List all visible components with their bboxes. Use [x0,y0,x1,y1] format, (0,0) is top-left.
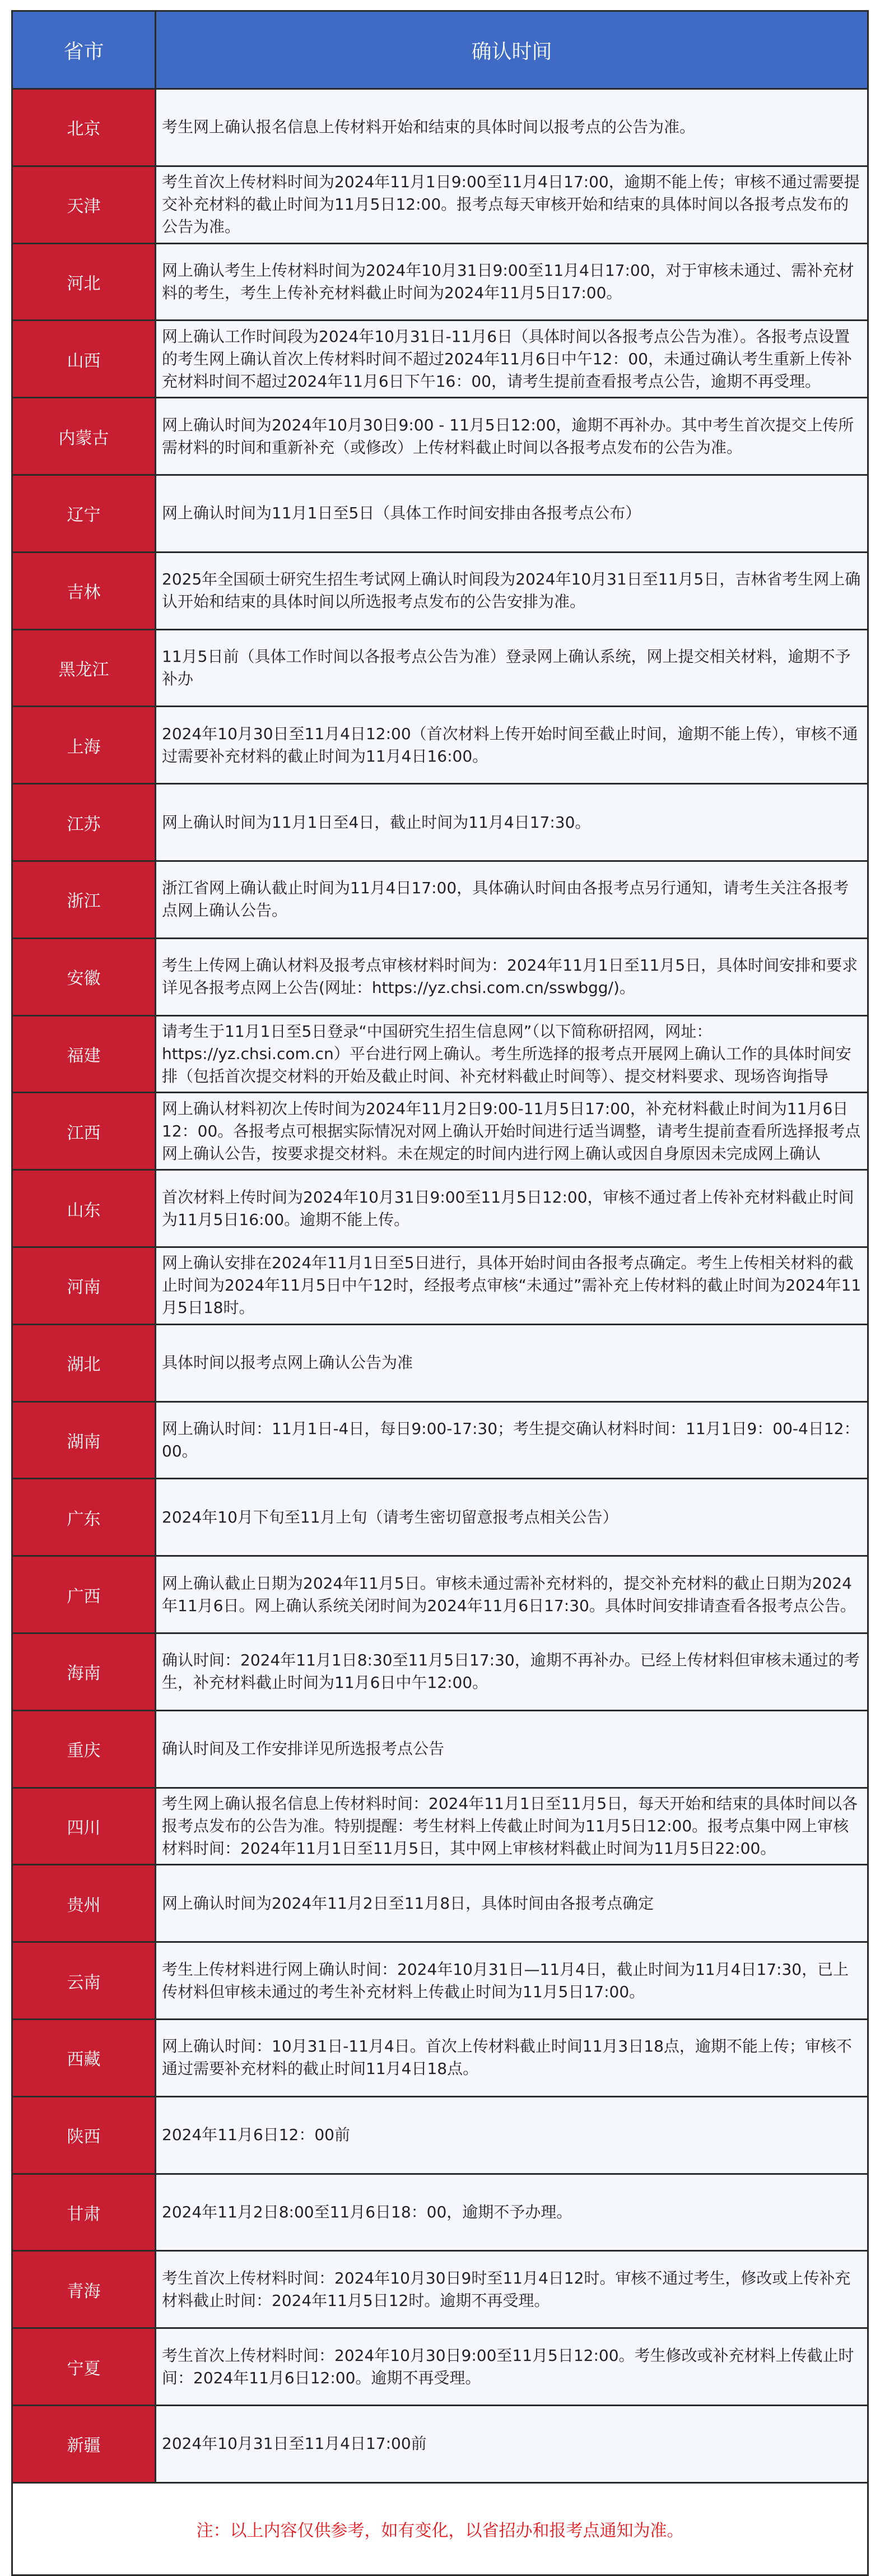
table-row [13,785,867,862]
time-cell: 请考生于11月1日至5日登录“中国研究生招生信息网”（以下简称研招网，网址：https://yz.chsi.com.cn）平台进行网上确认。考生所选择的报考点开展网上确认工作的具体时间安排（包括首次提交材料的开始及截止时间、补充材料截止时间等）、提交材料要求、现场咨询指导 [156,1017,867,1092]
province-cell: 西藏 [13,2020,156,2096]
time-cell: 考生网上确认报名信息上传材料开始和结束的具体时间以报考点的公告为准。 [156,90,867,165]
table-row [13,90,867,167]
table-row [13,1171,867,1248]
province-cell: 北京 [13,90,156,165]
table-row [13,553,867,630]
table-row [13,2406,867,2484]
province-cell: 安徽 [13,939,156,1015]
time-cell: 2024年11月2日8:00至11月6日18：00，逾期不予办理。 [156,2175,867,2250]
time-cell: 首次材料上传时间为2024年10月31日9:00至11月5日12:00，审核不通过者上传补充材料截止时间为11月5日16:00。逾期不能上传。 [156,1171,867,1246]
time-cell: 网上确认时间：10月31日-11月4日。首次上传材料截止时间11月3日18点，逾期不能上传；审核不通过需要补充材料的截止时间11月4日18点。 [156,2020,867,2096]
time-cell: 网上确认时间为2024年10月30日9:00 - 11月5日12:00，逾期不再补办。其中考生首次提交上传所需材料的时间和重新补充（或修改）上传材料截止时间以各报考点发布的公告为准。 [156,398,867,474]
table-row [13,476,867,553]
province-cell: 湖北 [13,1325,156,1401]
table-row [13,1865,867,1943]
table-row [13,398,867,476]
table-row [13,1017,867,1094]
province-cell: 江苏 [13,785,156,860]
time-cell: 网上确认时间为2024年11月2日至11月8日，具体时间由各报考点确定 [156,1865,867,1941]
time-cell: 2025年全国硕士研究生招生考试网上确认时间段为2024年10月31日至11月5日，吉林省考生网上确认开始和结束的具体时间以所选报考点发布的公告安排为准。 [156,553,867,629]
time-cell: 考生上传材料进行网上确认时间：2024年10月31日—11月4日，截止时间为11月4日17:30，已上传材料但审核未通过的考生补充材料上传截止时间为11月5日17:00。 [156,1943,867,2018]
time-cell: 网上确认时间：11月1日-4日，每日9:00-17:30；考生提交确认材料时间：11月1日9：00-4日12：00。 [156,1403,867,1478]
time-cell: 网上确认安排在2024年11月1日至5日进行，具体开始时间由各报考点确定。考生上传相关材料的截止时间为2024年11月5日中午12时，经报考点审核“未通过”需补充上传材料的截止时间为2024年11月5日18时。 [156,1248,867,1324]
province-cell: 黑龙江 [13,630,156,706]
table-row [13,630,867,708]
table-row [13,939,867,1017]
header-time: 确认时间 [471,40,552,63]
province-cell: 辽宁 [13,476,156,551]
province-cell: 新疆 [13,2406,156,2482]
province-cell: 吉林 [13,553,156,629]
table-row [13,2329,867,2406]
table-row [13,1248,867,1325]
table-row [13,707,867,785]
province-cell: 陕西 [13,2097,156,2173]
province-cell: 四川 [13,1789,156,1864]
time-cell: 考生上传网上确认材料及报考点审核材料时间为：2024年11月1日至11月5日，具体时间安排和要求详见各报考点网上公告(网址：https://yz.chsi.com.cn/sswbgg/)。 [156,939,867,1015]
table-row [13,321,867,398]
table-footer [13,2484,867,2574]
province-cell: 河北 [13,244,156,320]
time-cell: 网上确认截止日期为2024年11月5日。审核未通过需补充材料的，提交补充材料的截止日期为2024年11月6日。网上确认系统关闭时间为2024年11月6日17:30。具体时间安排请查看各报考点公告。 [156,1557,867,1632]
province-cell: 湖南 [13,1403,156,1478]
table-row [13,1943,867,2020]
province-cell: 山西 [13,321,156,397]
table-row [13,1403,867,1480]
table-row [13,862,867,939]
time-cell: 确认时间：2024年11月1日8:30至11月5日17:30，逾期不再补办。已经上传材料但审核未通过的考生，补充材料截止时间为11月6日中午12:00。 [156,1634,867,1710]
header-province: 省市 [13,12,156,88]
province-cell: 广东 [13,1479,156,1555]
table-row [13,1789,867,1866]
province-cell: 广西 [13,1557,156,1632]
time-cell: 2024年10月31日至11月4日17:00前 [156,2406,867,2482]
table-row [13,2097,867,2175]
province-cell: 河南 [13,1248,156,1324]
province-cell: 天津 [13,167,156,243]
province-cell: 甘肃 [13,2175,156,2250]
province-cell: 江西 [13,1093,156,1169]
province-cell: 上海 [13,707,156,783]
table-body [13,90,867,2484]
table-row [13,244,867,322]
table-row [13,1325,867,1403]
province-cell: 内蒙古 [13,398,156,474]
time-cell: 网上确认时间为11月1日至4日，截止时间为11月4日17:30。 [156,785,867,860]
province-cell: 贵州 [13,1865,156,1941]
province-cell: 福建 [13,1017,156,1092]
time-cell: 2024年10月下旬至11月上旬（请考生密切留意报考点相关公告） [156,1479,867,1555]
time-cell: 考生首次上传材料时间：2024年10月30日9时至11月4日12时。审核不通过考生，修改或上传补充材料截止时间：2024年11月5日12时。逾期不再受理。 [156,2252,867,2327]
province-cell: 云南 [13,1943,156,2018]
province-cell: 浙江 [13,862,156,937]
time-cell: 具体时间以报考点网上确认公告为准 [156,1325,867,1401]
province-cell: 山东 [13,1171,156,1246]
time-cell: 考生首次上传材料时间为2024年11月1日9:00至11月4日17:00，逾期不能上传；审核不通过需要提交补充材料的截止时间为11月5日12:00。报考点每天审核开始和结束的具体时间以各报考点发布的公告为准。 [156,167,867,243]
time-cell: 考生首次上传材料时间：2024年10月30日9:00至11月5日12:00。考生修改或补充材料上传截止时间：2024年11月6日12:00。逾期不再受理。 [156,2329,867,2405]
time-cell: 网上确认材料初次上传时间为2024年11月2日9:00-11月5日17:00，补充材料截止时间为11月6日12：00。各报考点可根据实际情况对网上确认开始时间进行适当调整，请考生提前查看所选择报考点网上确认公告，按要求提交材料。未在规定的时间内进行网上确认或因自身原因未完成网上确认 [156,1093,867,1169]
time-cell: 考生网上确认报名信息上传材料时间：2024年11月1日至11月5日，每天开始和结束的具体时间以各报考点发布的公告为准。特别提醒：考生材料上传截止时间为11月5日12:00。报考点集中网上审核材料时间：2024年11月1日至11月5日，其中网上审核材料截止时间为11月5日22:00。 [156,1789,867,1864]
time-cell: 11月5日前（具体工作时间以各报考点公告为准）登录网上确认系统，网上提交相关材料，逾期不予补办 [156,630,867,706]
table-row [13,2252,867,2329]
time-cell: 确认时间及工作安排详见所选报考点公告 [156,1711,867,1787]
time-cell: 网上确认考生上传材料时间为2024年10月31日9:00至11月4日17:00，对于审核未通过、需补充材料的考生，考生上传补充材料截止时间为2024年11月5日17:00。 [156,244,867,320]
table-row [13,167,867,244]
table-row [13,1479,867,1557]
time-cell: 2024年11月6日12：00前 [156,2097,867,2173]
footer-note: 注：以上内容仅供参考，如有变化，以省招办和报考点通知为准。 [196,2521,684,2541]
table-row [13,2175,867,2252]
table-row [13,1557,867,1634]
province-cell: 宁夏 [13,2329,156,2405]
time-cell: 网上确认工作时间段为2024年10月31日-11月6日（具体时间以各报考点公告为准）。各报考点设置的考生网上确认首次上传材料时间不超过2024年11月6日中午12：00，未通过确认考生重新上传补充材料时间不超过2024年11月6日下午16：00，请考生提前查看报考点公告，逾期不再受理。 [156,321,867,397]
province-cell: 重庆 [13,1711,156,1787]
time-cell: 2024年10月30日至11月4日12:00（首次材料上传开始时间至截止时间，逾期不能上传），审核不通过需要补充材料的截止时间为11月4日16:00。 [156,707,867,783]
province-cell: 青海 [13,2252,156,2327]
table-row [13,1634,867,1711]
table-row [13,1711,867,1789]
table-header [13,12,867,90]
time-cell: 浙江省网上确认截止时间为11月4日17:00，具体确认时间由各报考点另行通知，请考生关注各报考点网上确认公告。 [156,862,867,937]
time-cell: 网上确认时间为11月1日至5日（具体工作时间安排由各报考点公布） [156,476,867,551]
province-cell: 海南 [13,1634,156,1710]
table-row [13,1093,867,1171]
confirmation-table [11,10,869,2576]
table-row [13,2020,867,2097]
